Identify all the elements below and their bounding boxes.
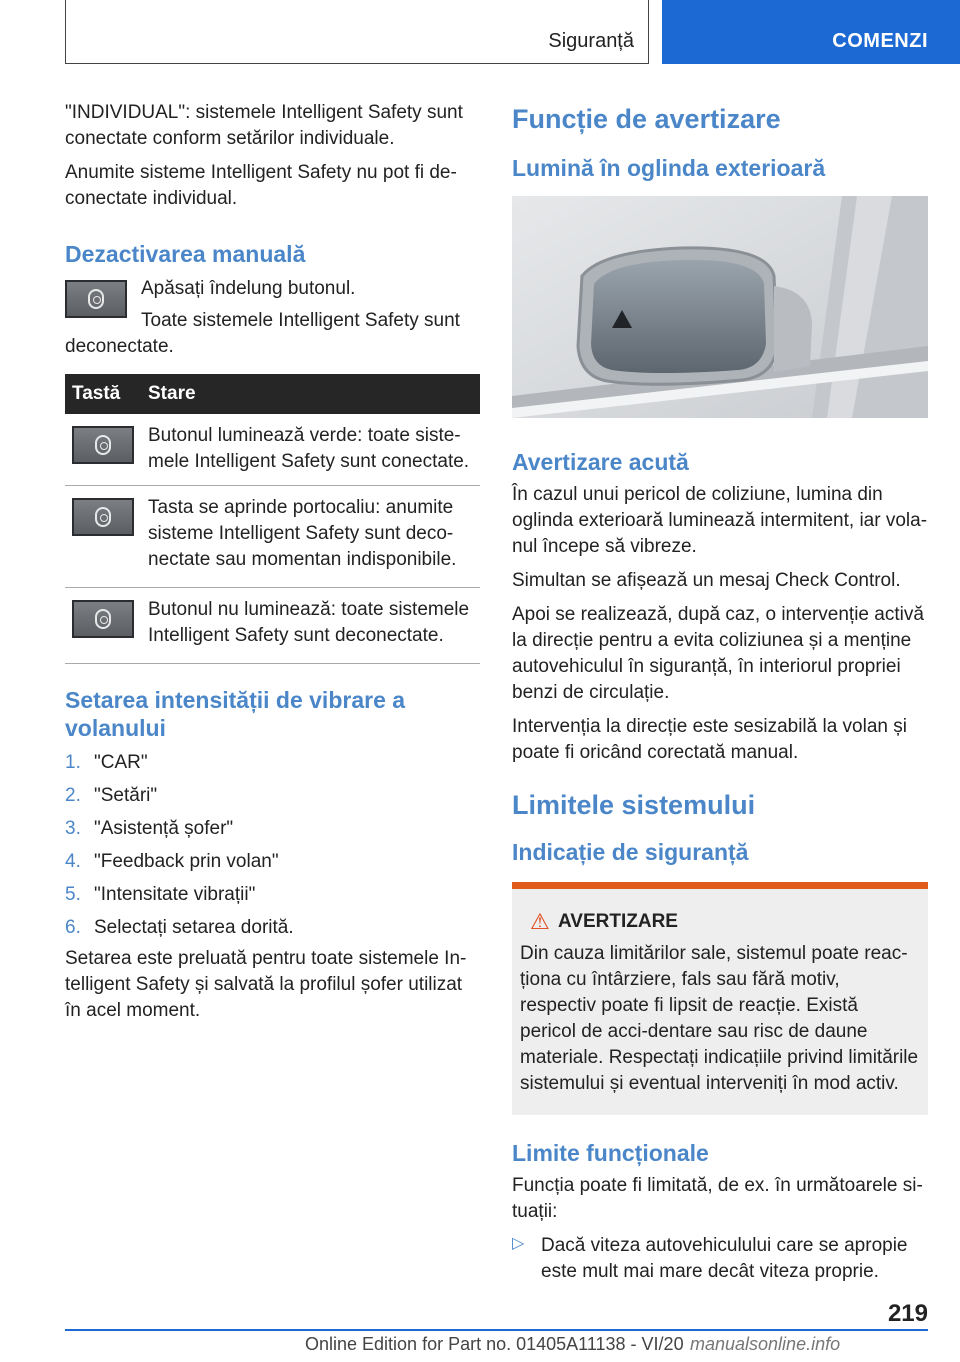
list-item: 1. "CAR"	[65, 752, 148, 773]
table-row	[65, 588, 480, 664]
bullet-triangle-icon: ▷	[512, 1235, 525, 1252]
header-chapter-title: COMENZI	[832, 30, 928, 52]
heading-functional-limits: Limite funcționale	[512, 1140, 709, 1166]
safety-button-icon	[72, 498, 134, 536]
table-cell-status: Butonul nu luminează: toate sistemele Intelligent Safety sunt deconectate.	[141, 588, 480, 664]
button-status-table	[65, 374, 480, 664]
table-cell-status: Tasta se aprinde portocaliu: anumite sisteme Intelligent Safety sunt deco-nectate sau momentan indisponibile.	[141, 486, 480, 588]
heading-manual-deactivation: Dezactivarea manuală	[65, 241, 306, 267]
mirror-illustration	[512, 196, 928, 418]
paragraph-collision-danger: În cazul unui pericol de coliziune, lumina din oglinda exterioară luminează intermitent, iar vola-nul începe să vibreze.	[512, 484, 928, 557]
heading-vibration-intensity: Setarea intensității de vibrare a volanului	[65, 687, 406, 741]
safety-button-icon	[72, 600, 134, 638]
right-column	[512, 100, 928, 1293]
heading-safety-note: Indicație de siguranță	[512, 839, 749, 865]
watermark: manualsonline.info	[690, 1334, 841, 1354]
paragraph-individual: "INDIVIDUAL": sistemele Intelligent Safety sunt conectate conform setărilor individuale.	[65, 102, 463, 149]
list-item: 3. "Asistență șofer"	[65, 818, 234, 839]
list-item: ▷ Dacă viteza autovehiculului care se apropie este mult mai mare decât viteza proprie.	[512, 1235, 908, 1282]
warning-title: ⚠ AVERTIZARE	[530, 909, 678, 934]
paragraph-individual-note: Anumite sisteme Intelligent Safety nu pot fi de-conectate individual.	[65, 162, 457, 209]
warning-triangle-icon: ⚠	[530, 909, 550, 934]
warning-box	[512, 882, 928, 1115]
header-chapter-tab[interactable]	[662, 0, 960, 64]
page-number: 219	[887, 1300, 928, 1327]
footer-edition: Online Edition for Part no. 01405A11138 - VI/20	[305, 1334, 684, 1354]
safety-button-icon	[72, 426, 134, 464]
header-section-tab	[65, 0, 649, 64]
table-row	[65, 414, 480, 486]
paragraph-setting-saved: Setarea este preluată pentru toate sistemele In-telligent Safety și salvată la profilul șofer utilizat în acel moment.	[65, 948, 467, 1021]
paragraph-check-control: Simultan se afișează un mesaj Check Control.	[512, 570, 901, 591]
paragraph-steering-intervention: Apoi se realizează, după caz, o intervenție activă la direcție pentru a evita coliziunea și a menține autovehiculul în siguranță, în interiorul propriei benzi de circulație.	[512, 604, 924, 703]
list-item: 4. "Feedback prin volan"	[65, 851, 279, 872]
left-column	[65, 100, 480, 1032]
deactivation-result: Toate sistemele Intelligent Safety sunt deconectate.	[65, 310, 460, 357]
safety-button-icon	[65, 280, 127, 318]
table-cell-status: Butonul luminează verde: toate siste-mele Intelligent Safety sunt conectate.	[141, 414, 480, 486]
table-header-key: Tastă	[65, 374, 141, 414]
heading-acute-warning: Avertizare acută	[512, 449, 689, 475]
list-item: 6. Selectați setarea dorită.	[65, 917, 294, 938]
heading-warning-function: Funcție de avertizare	[512, 104, 781, 134]
table-header-status: Stare	[141, 374, 480, 414]
footer-divider	[65, 1329, 928, 1331]
heading-system-limits: Limitele sistemului	[512, 790, 756, 820]
steps-list	[65, 746, 480, 944]
deactivation-instruction: Apăsați îndelung butonul.	[141, 278, 356, 299]
paragraph-steering-correctable: Intervenția la direcție este sesizabilă la volan și poate fi oricând corectată manual.	[512, 716, 907, 763]
list-item: 2. "Setări"	[65, 785, 158, 806]
list-item: 5. "Intensitate vibrații"	[65, 884, 256, 905]
header-section-title: Siguranță	[548, 30, 634, 52]
warning-text: Din cauza limitărilor sale, sistemul poate reac-ționa cu întârziere, fals sau fără motiv, respectiv poate fi lipsit de reacție. Există pericol de acci-dentare sau risc de daune materiale. Respectați indicațiile privind limitările sistemului și eventual interveniți în mod activ.	[520, 943, 919, 1094]
heading-mirror-light: Lumină în oglinda exterioară	[512, 155, 826, 181]
table-row	[65, 486, 480, 588]
paragraph-functional-limits: Funcția poate fi limitată, de ex. în următoarele si-tuații:	[512, 1175, 923, 1222]
deactivation-block	[65, 276, 480, 360]
